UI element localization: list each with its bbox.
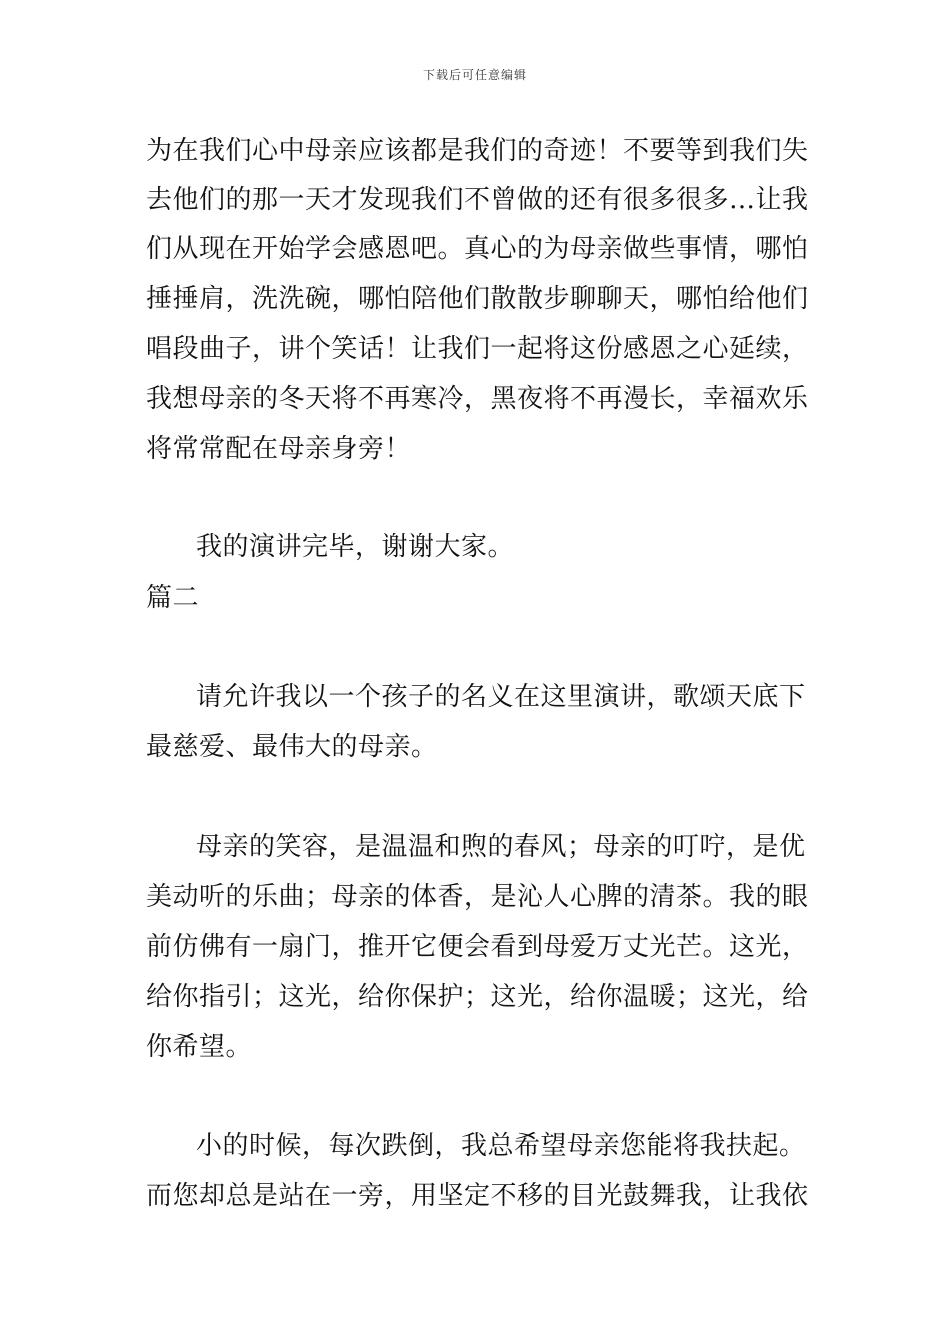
paragraph-line: 你希望。 [146,1032,253,1062]
paragraph-line: 小的时候，每次跌倒，我总希望母亲您能将我扶起。 [196,1131,806,1161]
paragraph-line: 母亲的笑容，是温温和煦的春风；母亲的叮咛，是优 [196,832,806,862]
paragraph-line: 为在我们心中母亲应该都是我们的奇迹！不要等到我们失 [146,136,809,166]
paragraph-line: 前仿佛有一扇门，推开它便会看到母爱万丈光芒。这光， [146,932,809,962]
header-note: 下载后可任意编辑 [422,68,527,82]
paragraph-line: 而您却总是站在一旁，用坚定不移的目光鼓舞我，让我依 [146,1181,809,1211]
paragraph-line: 最慈爱、最伟大的母亲。 [146,732,438,762]
closing-line: 我的演讲完毕，谢谢大家。 [196,532,515,562]
paragraph-line: 我想母亲的冬天将不再寒冷，黑夜将不再漫长，幸福欢乐 [146,384,809,414]
paragraph-line: 唱段曲子，讲个笑话！让我们一起将这份感恩之心延续， [146,334,809,364]
paragraph-line: 将常常配在母亲身旁！ [146,434,412,464]
paragraph-line: 们从现在开始学会感恩吧。真心的为母亲做些事情，哪怕 [146,234,809,264]
section-heading: 篇二 [146,583,200,613]
paragraph-line: 美动听的乐曲；母亲的体香，是沁人心脾的清茶。我的眼 [146,882,809,912]
paragraph-line: 请允许我以一个孩子的名义在这里演讲，歌颂天底下 [196,682,806,712]
paragraph-line: 给你指引；这光，给你保护；这光，给你温暖；这光，给 [146,982,809,1012]
paragraph-line: 去他们的那一天才发现我们不曾做的还有很多很多…让我 [146,185,809,215]
paragraph-line: 捶捶肩，洗洗碗，哪怕陪他们散散步聊聊天，哪怕给他们 [146,284,809,314]
